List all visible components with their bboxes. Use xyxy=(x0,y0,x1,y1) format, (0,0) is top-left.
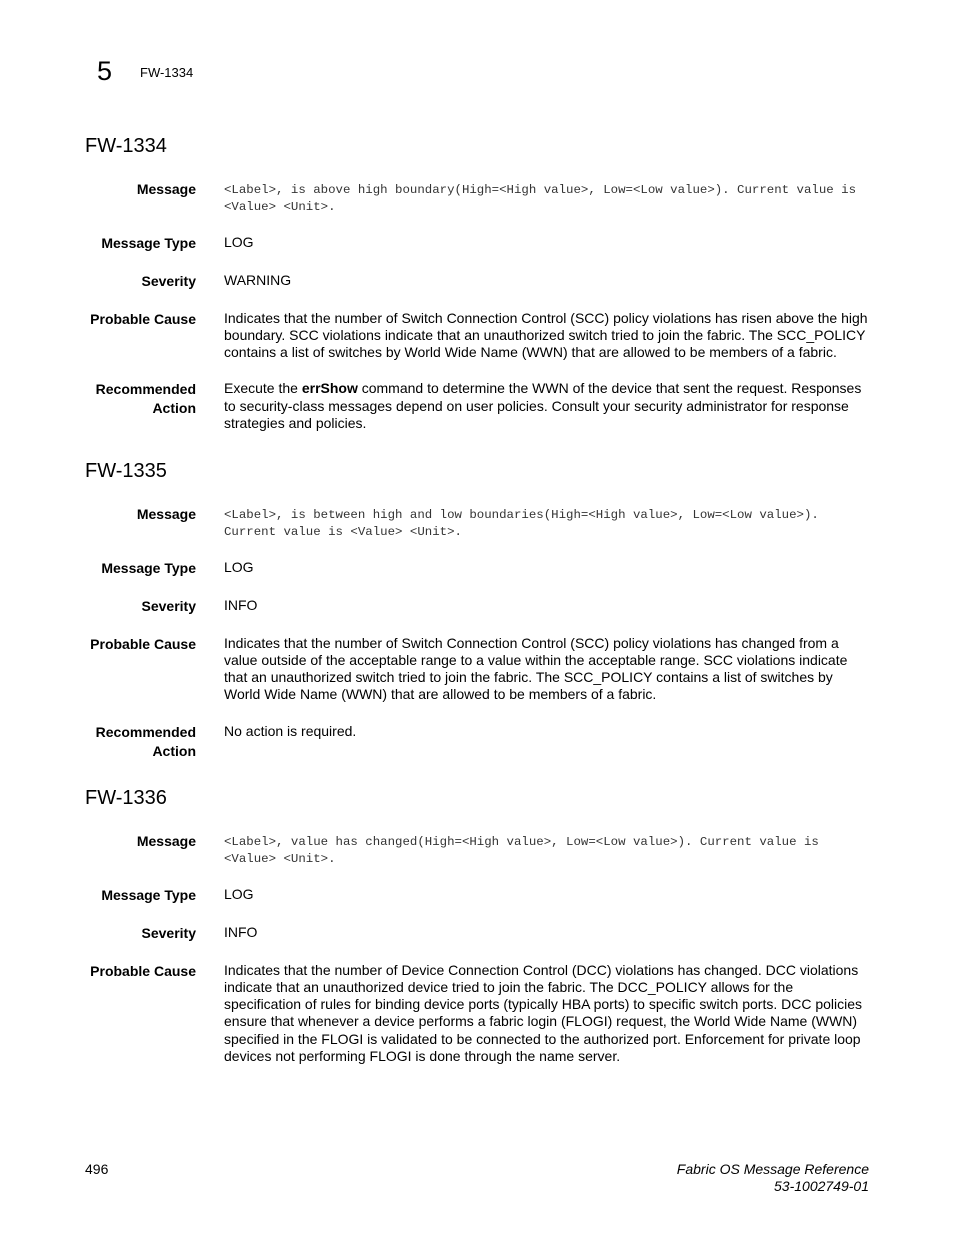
severity-label: Severity xyxy=(141,925,196,942)
chapter-number: 5 xyxy=(97,56,113,86)
recommended-action-text: No action is required. xyxy=(224,722,357,739)
message-row xyxy=(85,505,875,541)
probable-cause-text: Indicates that the number of Switch Connection Control (SCC) policy violations has risen above the high boundary. SCC violations indicate that an unauthorized switch tried to join the fabric. The SCC_POLICY contains a list of switches by World Wide Name (WWN) that are allowed to be members of a fabric. xyxy=(224,309,868,361)
severity-row xyxy=(85,272,875,289)
probable-cause-label: Probable Cause xyxy=(90,310,196,327)
header-title: FW-1334 xyxy=(140,65,194,80)
page-number: 496 xyxy=(85,1161,109,1177)
footer-doc-info xyxy=(677,1161,869,1195)
probable-cause-row xyxy=(85,635,875,704)
severity-row xyxy=(85,597,875,614)
probable-cause-row xyxy=(85,310,875,362)
message-label: Message xyxy=(136,833,196,849)
section-title: FW-1334 xyxy=(85,135,167,157)
message-row xyxy=(85,832,875,868)
recommended-action-row xyxy=(85,722,875,759)
severity-value: WARNING xyxy=(224,272,292,289)
message-label: Message xyxy=(136,181,196,197)
section-title: FW-1336 xyxy=(85,787,167,809)
message-text: <Label>, value has changed(High=<High value>, Low=<Low value>). Current value is <Value> <Unit>. xyxy=(224,835,819,866)
message-type-value: LOG xyxy=(224,559,254,575)
recommended-action-label: Recommended Action xyxy=(95,723,196,759)
message-type-value: LOG xyxy=(224,886,254,902)
severity-row xyxy=(85,924,875,941)
probable-cause-label: Probable Cause xyxy=(90,962,196,979)
probable-cause-row xyxy=(85,962,875,1066)
recommended-action-row xyxy=(85,380,875,432)
command-name: errShow xyxy=(301,380,358,397)
severity-value: INFO xyxy=(224,597,258,614)
message-type-row xyxy=(85,234,875,251)
probable-cause-label: Probable Cause xyxy=(90,635,196,652)
recommended-action-text: Execute the errShow command to determine the WWN of the device that sent the request. Responses to security-class messages depend on user policies. Consult your security administrator for response strategies and policies. xyxy=(224,380,862,432)
doc-title: Fabric OS Message Reference xyxy=(676,1161,869,1177)
message-type-label: Message Type xyxy=(101,887,196,903)
severity-value: INFO xyxy=(224,924,258,941)
message-row xyxy=(85,180,875,216)
message-type-value: LOG xyxy=(224,234,254,250)
doc-number: 53-1002749-01 xyxy=(774,1178,869,1194)
message-type-label: Message Type xyxy=(101,560,196,576)
message-type-row xyxy=(85,559,875,576)
message-type-row xyxy=(85,886,875,903)
probable-cause-text: Indicates that the number of Device Connection Control (DCC) violations has changed. DCC violations indicate that an unauthorized device tried to join the fabric. The DCC_POLICY allows for the specification of rules for binding device ports (typically HBA ports) to specific switch ports. DCC policies ensure that whenever a device performs a fabric login (FLOGI) request, the World Wide Name (WWN) specified in the FLOGI is validated to be connected to the authorized port. Enforcement for private loop devices not performing FLOGI is done through the name server. xyxy=(224,961,863,1065)
probable-cause-text: Indicates that the number of Switch Connection Control (SCC) policy violations has changed from a value outside of the acceptable range to a value within the acceptable range. SCC violations indicate that an unauthorized switch tried to join the fabric. The SCC_POLICY contains a list of switches by World Wide Name (WWN) that are allowed to be members of a fabric. xyxy=(224,634,848,703)
section-fw-1336 xyxy=(85,786,875,1065)
section-title: FW-1335 xyxy=(85,460,167,482)
message-type-label: Message Type xyxy=(101,235,196,251)
severity-label: Severity xyxy=(141,273,196,290)
message-text: <Label>, is above high boundary(High=<High value>, Low=<Low value>). Current value is <Value> <Unit>. xyxy=(224,183,857,214)
section-fw-1335 xyxy=(85,459,875,759)
severity-label: Severity xyxy=(141,598,196,615)
recommended-action-label: Recommended Action xyxy=(95,381,196,417)
message-label: Message xyxy=(136,506,196,522)
message-text: <Label>, is between high and low boundaries(High=<High value>, Low=<Low value>). Current value is <Value> <Unit>. xyxy=(224,508,819,539)
section-fw-1334 xyxy=(85,134,875,432)
